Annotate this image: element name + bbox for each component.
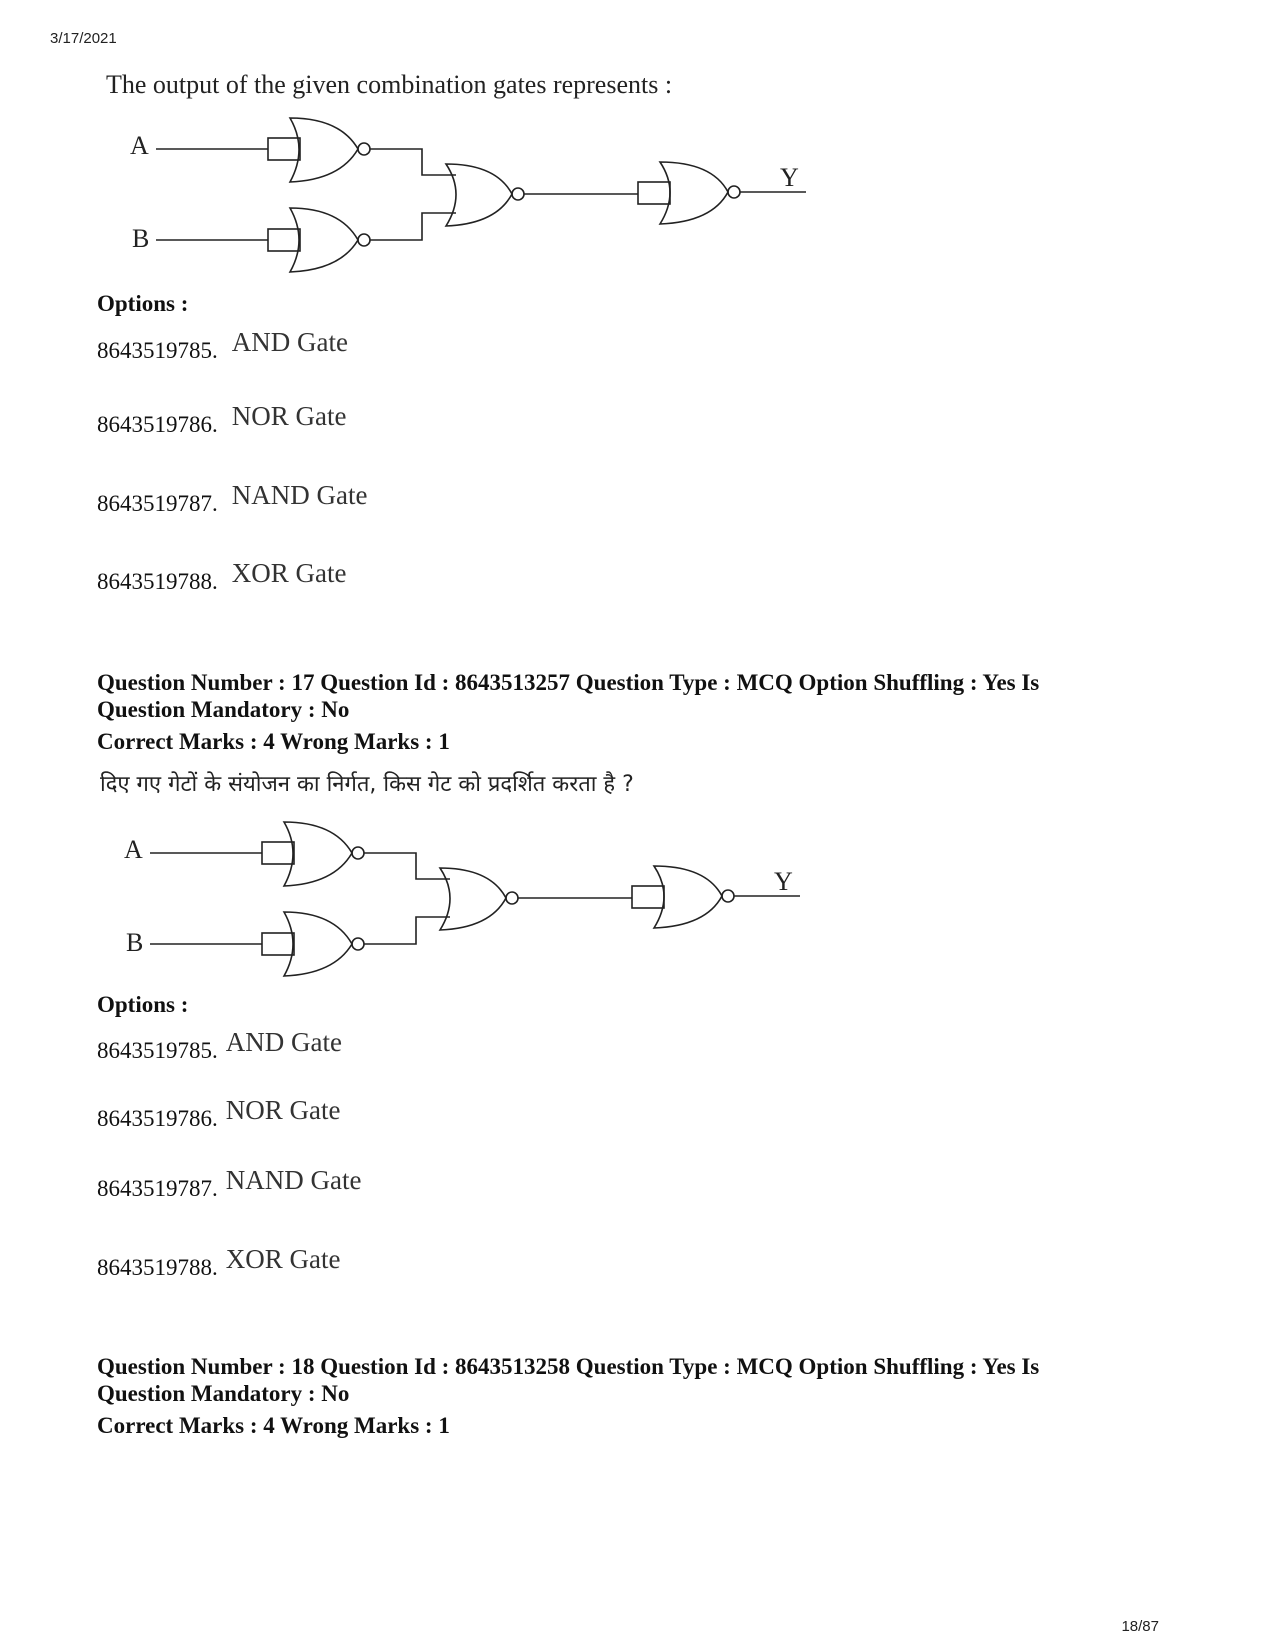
circuit-input-b-label: B xyxy=(132,224,150,253)
nor-gate-2 xyxy=(268,208,370,272)
question-18-marks: Correct Marks : 4 Wrong Marks : 1 xyxy=(97,1413,450,1438)
option-label: AND Gate xyxy=(225,1027,342,1057)
question-17-circuit-diagram xyxy=(114,814,814,984)
option-id: 8643519787. xyxy=(97,491,218,516)
circuit-input-b-label: B xyxy=(126,928,144,957)
page-number: 18/87 xyxy=(1121,1618,1159,1635)
nor-gate-1 xyxy=(268,118,370,182)
nor-gate-2 xyxy=(262,912,364,976)
question-16-text: The output of the given combination gates represents : xyxy=(106,70,673,99)
nor-gate-4 xyxy=(632,866,734,928)
nor-gate-3 xyxy=(440,868,518,930)
option-label: AND Gate xyxy=(231,327,348,357)
question-17-option-4 xyxy=(97,1244,340,1281)
circuit-input-a-label: A xyxy=(130,131,149,160)
print-date: 3/17/2021 xyxy=(50,30,117,47)
question-16-option-1 xyxy=(97,327,348,364)
option-label: XOR Gate xyxy=(231,558,347,588)
option-id: 8643519785. xyxy=(97,1038,218,1063)
option-id: 8643519785. xyxy=(97,338,218,363)
nor-gate-4 xyxy=(638,162,740,224)
nor-gate-1 xyxy=(262,822,364,886)
question-16-option-4 xyxy=(97,558,346,595)
option-label: NAND Gate xyxy=(231,480,368,510)
question-17-meta-line-1: Question Number : 17 Question Id : 8643513257 Question Type : MCQ Option Shuffling : Yes Is xyxy=(97,670,1040,695)
question-16-option-2 xyxy=(97,401,346,438)
nor-gate-3 xyxy=(446,164,524,226)
option-id: 8643519786. xyxy=(97,412,218,437)
question-17-option-1 xyxy=(97,1027,342,1064)
option-label: XOR Gate xyxy=(225,1244,341,1274)
option-id: 8643519788. xyxy=(97,1255,218,1280)
question-18-meta-line-1: Question Number : 18 Question Id : 8643513258 Question Type : MCQ Option Shuffling : Yes Is xyxy=(97,1354,1040,1379)
option-label: NOR Gate xyxy=(225,1095,341,1125)
question-16-options-heading: Options : xyxy=(97,291,189,316)
option-label: NOR Gate xyxy=(231,401,347,431)
option-id: 8643519788. xyxy=(97,569,218,594)
option-id: 8643519787. xyxy=(97,1176,218,1201)
question-16-option-3 xyxy=(97,480,367,517)
question-18-meta-line-2: Question Mandatory : No xyxy=(97,1381,350,1406)
question-17-text: दिए गए गेटों के संयोजन का निर्गत, किस गेट को प्रदर्शित करता है ? xyxy=(100,772,634,797)
circuit-output-y-label: Y xyxy=(774,867,793,896)
circuit-input-a-label: A xyxy=(124,835,143,864)
circuit-output-y-label: Y xyxy=(780,163,799,192)
question-17-marks: Correct Marks : 4 Wrong Marks : 1 xyxy=(97,729,450,754)
question-17-option-3 xyxy=(97,1165,361,1202)
question-17-option-2 xyxy=(97,1095,340,1132)
question-17-meta-line-2: Question Mandatory : No xyxy=(97,697,350,722)
question-17-options-heading: Options : xyxy=(97,992,189,1017)
option-label: NAND Gate xyxy=(225,1165,362,1195)
question-16-circuit-diagram xyxy=(120,110,820,280)
option-id: 8643519786. xyxy=(97,1106,218,1131)
